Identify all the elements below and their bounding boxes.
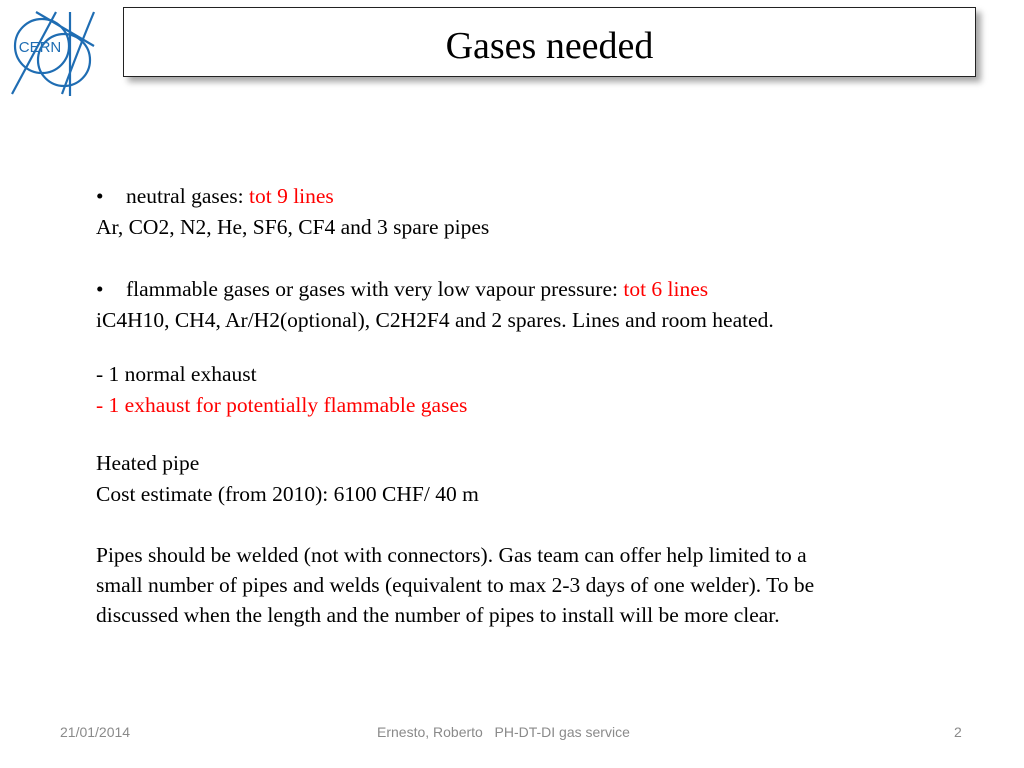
bullet-marker: • [96,184,104,208]
flammable-gases-total: tot 6 lines [623,277,709,301]
heated-pipe: Heated pipe [96,451,200,475]
paragraph-line-1: Pipes should be welded (not with connectors). Gas team can offer help limited to a [96,543,807,567]
bullet-flammable-gases [96,276,708,302]
footer-author: Ernesto, Roberto PH-DT-DI gas service [377,724,630,740]
slide-title: Gases needed [445,25,654,67]
cost-estimate: Cost estimate (from 2010): 6100 CHF/ 40 m [96,482,479,506]
neutral-gases-total: tot 9 lines [249,184,334,208]
exhaust-flammable: - 1 exhaust for potentially flammable gases [96,393,468,417]
neutral-gases-list: Ar, CO2, N2, He, SF6, CF4 and 3 spare pipes [96,215,490,239]
bullet-neutral-gases [96,183,334,209]
footer-date: 21/01/2014 [60,724,131,740]
footer-page-number: 2 [954,724,962,740]
neutral-gases-label: neutral gases: [126,184,249,208]
paragraph-line-2: small number of pipes and welds (equivalent to max 2-3 days of one welder). To be [96,573,815,597]
bullet-marker: • [96,277,104,301]
cern-logo-text: CERN [18,39,62,56]
exhaust-normal: - 1 normal exhaust [96,362,257,386]
cern-logo [6,6,100,100]
cern-logo-icon [6,6,100,100]
flammable-gases-label: flammable gases or gases with very low vapour pressure: [126,277,624,301]
title-box [123,7,976,77]
paragraph-line-3: discussed when the length and the number of pipes to install will be more clear. [96,603,780,627]
flammable-gases-list: iC4H10, CH4, Ar/H2(optional), C2H2F4 and 2 spares. Lines and room heated. [96,308,774,332]
